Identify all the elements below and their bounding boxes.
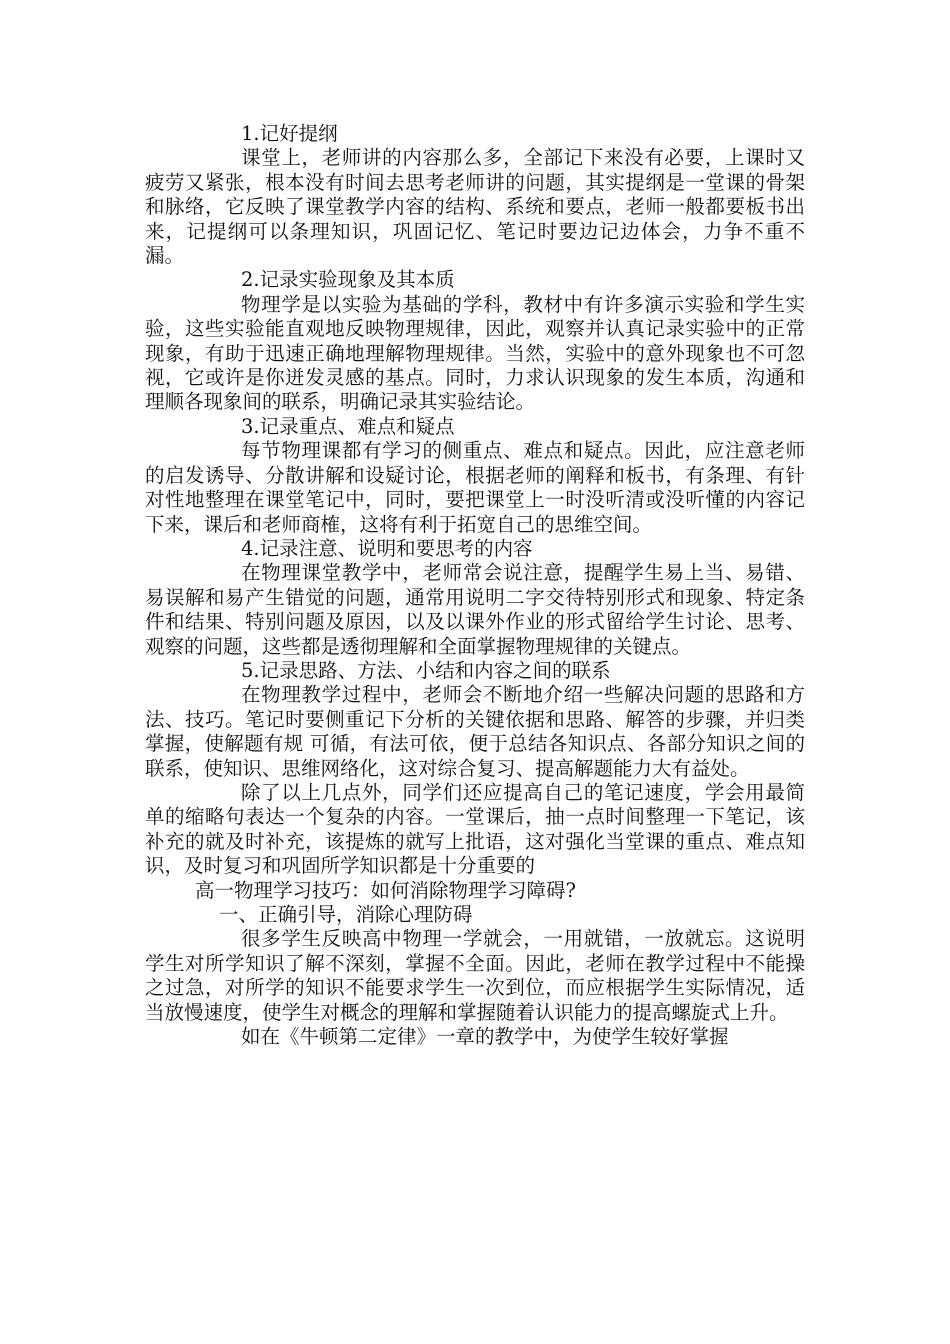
paragraph-6: 除了以上几点外，同学们还应提高自己的笔记速度，学会用最简单的缩略句表达一个复杂的内容。一堂课后，抽一点时间整理一下笔记，该补充的就及时补充，该提炼的就写上批语，这对强化当堂课的重点、难点知识，及时复习和巩固所学知识都是十分重要的 — [145, 780, 805, 878]
paragraph-3: 每节物理课都有学习的侧重点、难点和疑点。因此，应注意老师的启发诱导、分散讲解和设疑讨论，根据老师的阐释和板书，有条理、有针对性地整理在课堂笔记中，同时，要把课堂上一时没听清或没听懂的内容记下来，课后和老师商榷，这将有利于拓宽自己的思维空间。 — [145, 439, 805, 536]
paragraph-7: 很多学生反映高中物理一学就会，一用就错，一放就忘。这说明学生对所学知识了解不深刻，掌握不全面。因此，老师在教学过程中不能操之过急，对所学的知识不能要求学生一次到位，而应根据学生实际情况，适当放慢速度，使学生对概念的理解和掌握随着认识能力的提高螺旋式上升。 — [145, 927, 805, 1024]
paragraph-4: 在物理课堂教学中，老师常会说注意，提醒学生易上当、易错、易误解和易产生错觉的问题，通常用说明二字交待特别形式和现象、特定条件和结果、特别问题及原因，以及以课外作业的形式留给学生讨论、思考、观察的问题，这些都是透彻理解和全面掌握物理规律的关键点。 — [145, 561, 805, 658]
document-page — [145, 122, 805, 1049]
paragraph-5: 在物理教学过程中，老师会不断地介绍一些解决问题的思路和方法、技巧。笔记时要侧重记下分析的关键依据和思路、解答的步骤，并归类掌握，使解题有规 可循，有法可依，便于总结各知识点、各部分知识之间的联系，使知识、思维网络化，这对综合复习、提高解题能力大有益处。 — [145, 683, 805, 780]
article-title: 高一物理学习技巧：如何消除物理学习障碍? — [195, 878, 576, 902]
section-heading-one: 一、正确引导，消除心理防碍 — [219, 903, 473, 926]
section-heading-1: 1.记好提纲 — [241, 122, 338, 145]
paragraph-1: 课堂上，老师讲的内容那么多，全部记下来没有必要，上课时又疲劳又紧张，根本没有时间去思考老师讲的问题，其实提纲是一堂课的骨架和脉络，它反映了课堂教学内容的结构、系统和要点，老师一般都要板书出来，记提纲可以条理知识，巩固记忆、笔记时要边记边体会，力争不重不漏。 — [145, 146, 805, 268]
paragraph-2: 物理学是以实验为基础的学科，教材中有许多演示实验和学生实验，这些实验能直观地反映物理规律，因此，观察并认真记录实验中的正常现象，有助于迅速正确地理解物理规律。当然，实验中的意外现象也不可忽视，它或许是你迸发灵感的基点。同时，力求认识现象的发生本质，沟通和理顺各现象间的联系，明确记录其实验结论。 — [145, 292, 805, 414]
paragraph-8: 如在《牛顿第二定律》一章的教学中，为使学生较好掌握 — [241, 1025, 729, 1049]
section-heading-4: 4.记录注意、说明和要思考的内容 — [241, 536, 533, 560]
section-heading-5: 5.记录思路、方法、小结和内容之间的联系 — [241, 658, 611, 682]
section-heading-2: 2.记录实验现象及其本质 — [241, 268, 455, 292]
section-heading-3: 3.记录重点、难点和疑点 — [241, 414, 455, 438]
